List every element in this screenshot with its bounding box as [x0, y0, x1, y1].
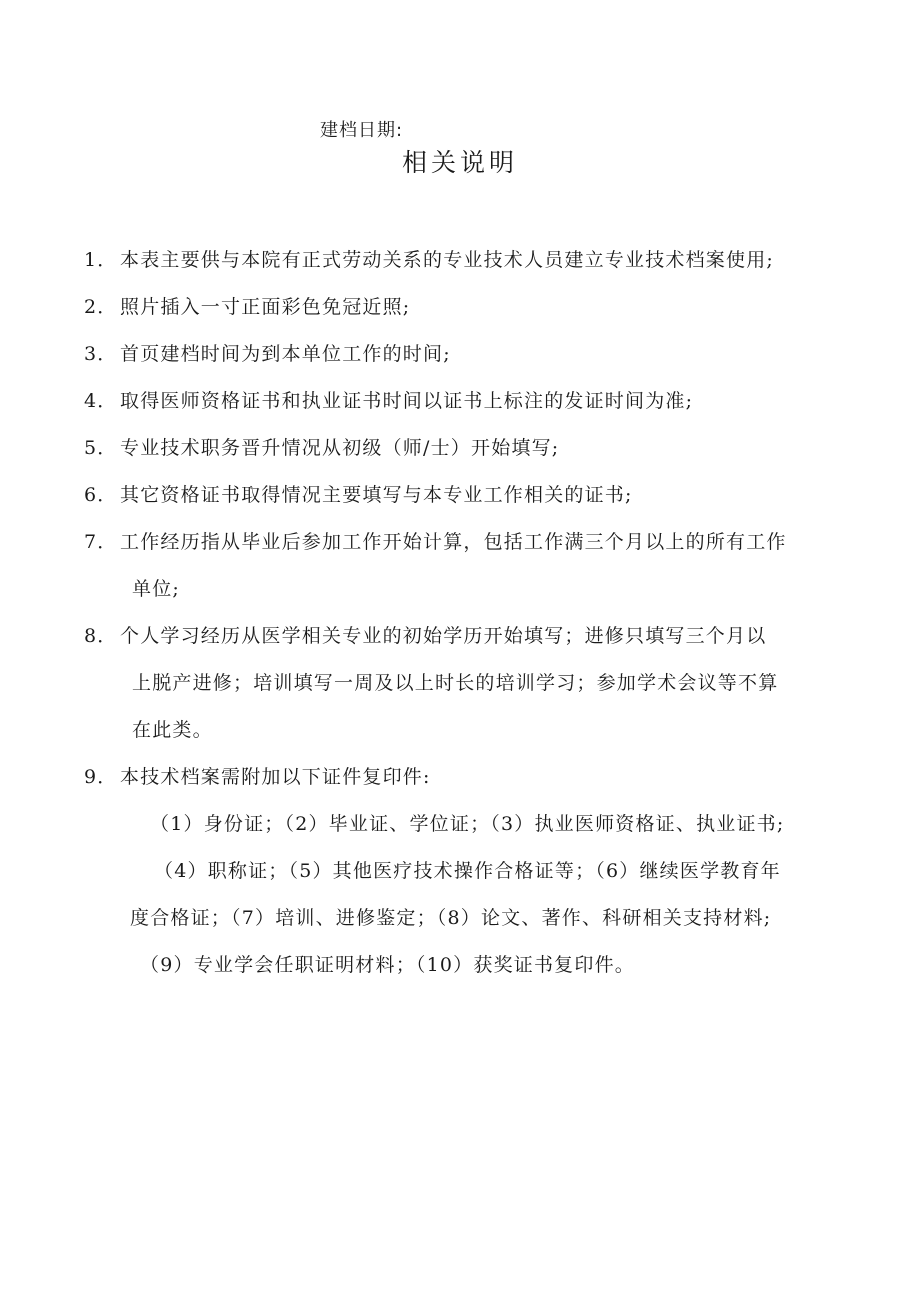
list-item — [84, 425, 864, 472]
item-text: 本技术档案需附加以下证件复印件: — [120, 766, 431, 788]
item-number: 5． — [84, 437, 118, 459]
item-text: 其它资格证书取得情况主要填写与本专业工作相关的证书; — [120, 484, 633, 506]
item-number: 8． — [84, 625, 118, 647]
item-text: 专业技术职务晋升情况从初级（师/士）开始填写; — [120, 437, 560, 459]
list-item — [84, 472, 864, 519]
list-item — [84, 284, 864, 331]
page-title: 相关说明 — [401, 148, 518, 177]
list-item — [84, 237, 864, 284]
item-number: 6． — [84, 484, 118, 506]
item-text-line: 在此类。 — [132, 719, 213, 741]
attachment-line: （4）职称证；（5）其他医疗技术操作合格证等；（6）继续医学教育年 — [154, 860, 781, 882]
item-text — [120, 613, 864, 754]
item-number: 9． — [84, 766, 118, 788]
item-text-line: 单位; — [132, 578, 181, 600]
filing-date-label: 建档日期: — [320, 120, 404, 141]
instructions-list — [84, 237, 864, 989]
item-text-line: 个人学习经历从医学相关专业的初始学历开始填写；进修只填写三个月以 — [120, 625, 767, 647]
list-item — [84, 331, 864, 378]
attachment-line: 度合格证；（7）培训、进修鉴定；（8）论文、著作、科研相关支持材料; — [130, 907, 772, 929]
list-item — [84, 613, 864, 754]
list-item — [84, 519, 864, 613]
item-number: 1． — [84, 249, 118, 271]
list-item — [84, 754, 864, 801]
item-text: 本表主要供与本院有正式劳动关系的专业技术人员建立专业技术档案使用; — [120, 249, 775, 271]
attachment-line: （1）身份证；（2）毕业证、学位证；（3）执业医师资格证、执业证书; — [150, 813, 785, 835]
item-number: 2． — [84, 296, 118, 318]
list-item — [84, 378, 864, 425]
item-number: 3． — [84, 343, 118, 365]
item-number: 7． — [84, 531, 118, 553]
item-text-line: 工作经历指从毕业后参加工作开始计算，包括工作满三个月以上的所有工作 — [120, 531, 787, 553]
item-number: 4． — [84, 390, 118, 412]
item-text-line: 上脱产进修；培训填写一周及以上时长的培训学习；参加学术会议等不算 — [132, 672, 779, 694]
item-text: 首页建档时间为到本单位工作的时间; — [120, 343, 451, 365]
item-text: 照片插入一寸正面彩色免冠近照; — [120, 296, 411, 318]
item-text: 取得医师资格证书和执业证书时间以证书上标注的发证时间为准; — [120, 390, 694, 412]
attachments-list — [84, 801, 864, 989]
attachment-line: （9）专业学会任职证明材料；（10）获奖证书复印件。 — [140, 954, 635, 976]
item-text — [120, 519, 864, 613]
